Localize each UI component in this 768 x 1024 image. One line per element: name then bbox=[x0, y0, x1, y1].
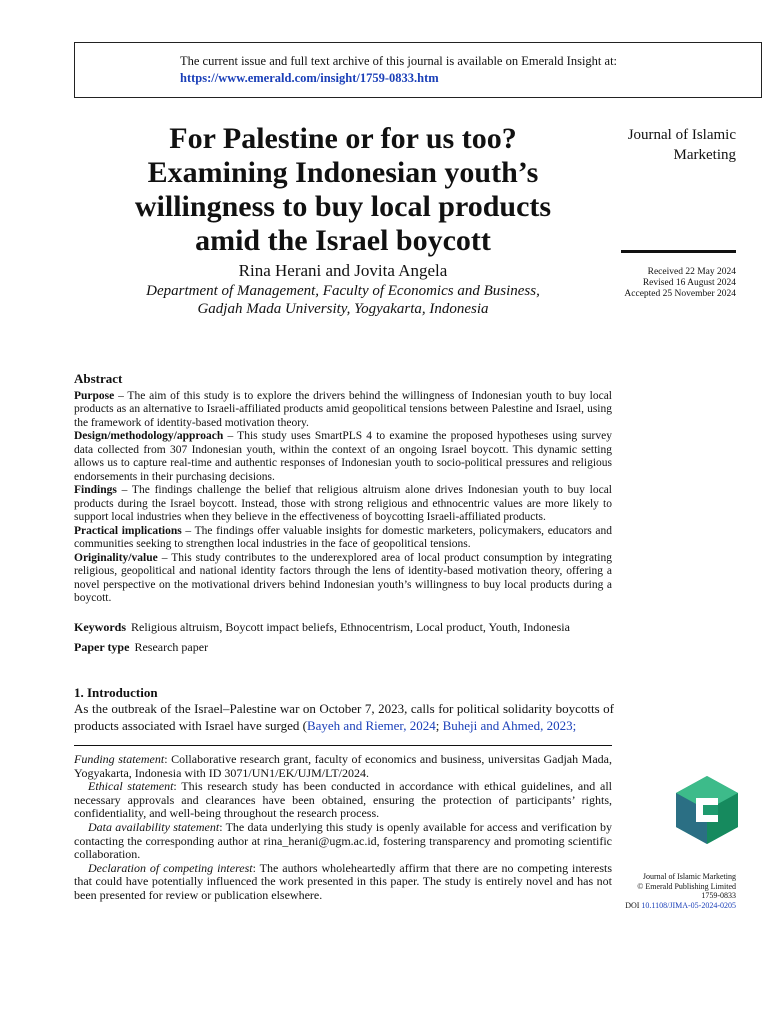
abstract-design: Design/methodology/approach – This study uses SmartPLS 4 to examine the proposed hypotheses using survey data collected from 307 Indonesian youth, within the context of an ongoing Israel boycott. This dynamic setting allows us to capture real-time and authentic responses of Indonesian youth to socio-political pressures and religious endorsements in their purchasing decisions. bbox=[74, 430, 612, 483]
affiliation bbox=[78, 282, 608, 318]
pubinfo-issn: 1759-0833 bbox=[701, 891, 736, 900]
title-line: Examining Indonesian youth’s bbox=[147, 156, 539, 189]
abstract-purpose: Purpose – The aim of this study is to explore the drivers behind the willingness of Indonesian youth to buy local products as an alternative to Israeli-affiliated products amid geopolitical tensions between Palestine and Israel, using the framework of identity-based motivation theory. bbox=[74, 389, 612, 429]
title-line: willingness to buy local products bbox=[134, 190, 552, 223]
received-date: Received 22 May 2024 bbox=[647, 267, 736, 277]
title-line: For Palestine or for us too? bbox=[169, 122, 517, 155]
paper-title bbox=[78, 122, 608, 258]
paper-type: Paper type Research paper bbox=[74, 640, 209, 654]
introduction-paragraph: As the outbreak of the Israel–Palestine war on October 7, 2023, calls for political solidarity boycotts of products associated with Israel have surged (Bayeh and Riemer, 2024; Buheji and Ahmed, 2023; bbox=[74, 701, 614, 733]
revised-date: Revised 16 August 2024 bbox=[642, 278, 736, 288]
abstract bbox=[74, 372, 612, 606]
abstract-heading: Abstract bbox=[74, 371, 123, 386]
title-line: amid the Israel boycott bbox=[195, 224, 491, 257]
competing-interest-statement: Declaration of competing interest: The authors wholeheartedly affirm that there are no competing interests that could have potentially influenced the work presented in this paper. The study is entirely novel and has not been presented for review or publication elsewhere. bbox=[74, 860, 612, 902]
affiliation-line: Department of Management, Faculty of Economics and Business, bbox=[146, 283, 540, 299]
journal-name-line: Marketing bbox=[673, 147, 736, 163]
journal-name-line: Journal of Islamic bbox=[627, 127, 736, 143]
journal-name bbox=[586, 125, 736, 165]
pubinfo-journal: Journal of Islamic Marketing bbox=[642, 872, 736, 881]
funding-statement: Funding statement: Collaborative research grant, faculty of economics and business, universitas Gadjah Mada, Yogyakarta, Indonesia with ID 3071/UN1/EK/UJM/LT/2024. bbox=[74, 752, 612, 780]
sidebar-rule bbox=[621, 250, 736, 253]
abstract-findings: Findings – The findings challenge the belief that religious altruism alone drives Indonesian youth to buy local products during the Israel boycott. Instead, those with strong religious and ethnocentric values are more likely to support local industries when they believe in the effectiveness of boycotting Israeli-affiliated products. bbox=[74, 484, 612, 523]
publication-info bbox=[625, 872, 736, 910]
archive-notice-box bbox=[74, 42, 762, 98]
journal-url-link[interactable]: https://www.emerald.com/insight/1759-0833.htm bbox=[180, 71, 439, 85]
pubinfo-doi: DOI 10.1108/JIMA-05-2024-0205 bbox=[625, 900, 736, 910]
authors: Rina Herani and Jovita Angela bbox=[238, 261, 448, 280]
emerald-logo-icon bbox=[676, 776, 738, 844]
pubinfo-copyright: © Emerald Publishing Limited bbox=[637, 881, 736, 891]
keywords: Keywords Religious altruism, Boycott impact beliefs, Ethnocentrism, Local product, Youth, Indonesia bbox=[74, 620, 570, 634]
footnote-rule bbox=[74, 745, 612, 746]
accepted-date: Accepted 25 November 2024 bbox=[624, 289, 736, 299]
archive-notice-text: The current issue and full text archive of this journal is available on Emerald Insight at: bbox=[180, 54, 618, 68]
ethical-statement: Ethical statement: This research study has been conducted in accordance with ethical guidelines, and all necessary approvals and clearances have been obtained, ensuring the protection of participants’ rights, confidentiality, and well-being throughout the research process. bbox=[74, 779, 612, 821]
abstract-implications: Practical implications – The findings offer valuable insights for domestic marketers, policymakers, educators and communities seeking to strengthen local industries in the face of geopolitical tensions. bbox=[74, 524, 612, 550]
introduction-heading: 1. Introduction bbox=[74, 685, 158, 700]
data-availability-statement: Data availability statement: The data underlying this study is openly available for access and verification by contacting the corresponding author at rina_herani@ugm.ac.id, fostering transparency and promoting scientific collaboration. bbox=[74, 819, 612, 862]
abstract-originality: Originality/value – This study contributes to the underexplored area of local product consumption by integrating religious, geopolitical and national identity factors through the lens of identity-based motivation theory, offering a novel perspective on the motivational drivers behind Indonesian youth’s willingness to buy local products during a boycott. bbox=[74, 551, 612, 604]
citation-link[interactable]: Bayeh and Riemer, 2024 bbox=[306, 718, 436, 733]
article-dates bbox=[624, 267, 736, 300]
citation-link[interactable]: Buheji and Ahmed, 2023 bbox=[442, 718, 573, 733]
footnotes bbox=[74, 753, 612, 903]
doi-link[interactable]: 10.1108/JIMA-05-2024-0205 bbox=[641, 900, 736, 910]
affiliation-line: Gadjah Mada University, Yogyakarta, Indonesia bbox=[197, 301, 489, 317]
